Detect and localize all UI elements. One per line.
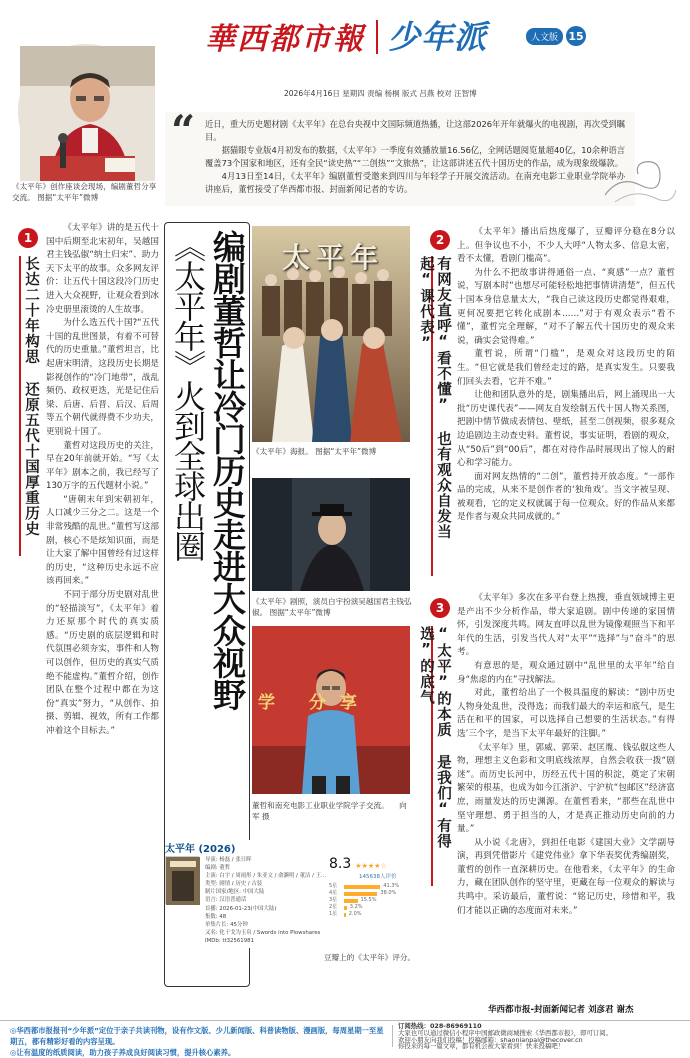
submission-email: 欢迎小朋友向我们投稿！投稿邮箱：shaonianpai@thecover.cn [398, 1035, 583, 1044]
douban-info-line: 单集片长: 45分钟 [205, 921, 248, 928]
section-1-title: 长达二十年构思 还原五代十国厚重历史 [19, 256, 39, 556]
lead-box [165, 106, 635, 206]
lecture-caption-text: 董哲和南充电影工业职业学院学子交流。 [252, 801, 389, 810]
footer-left [10, 1025, 390, 1058]
rating-bar [344, 899, 358, 903]
section-1-paragraph: “唐朝末年到宋朝初年，人口减少三分之二。这是一个非常残酷的乱世。”董哲写这部剧，核心不是炫知识面，而是让大家了解中国曾经有过这样的历史，“这种历史永远不应该再回来。” [46, 494, 159, 587]
douban-header: 太平年 (2026) [165, 844, 236, 855]
section-3-body [457, 592, 675, 1002]
rating-bar [344, 885, 380, 889]
section-3-paragraph: 对此，董哲给出了一个极具温度的解读：“剧中历史人物身处乱世，没得选；而我们最大的幸运和底气，是生活在和平的国家，可以选择自己想要的生活状态。”有得选’三个字，是当下太平年最好的注脚。” [457, 688, 675, 739]
dateline: 2026年4月16日 星期四 责编 杨桐 版式 吕燕 校对 汪智博 [284, 89, 477, 98]
lead-paragraph: 4月13日至14日，《太平年》编剧董哲受邀来到四川与年轻学子开展交流活动。在南充电影工业职业学院举办讲座后，董哲接受了华西都市报、封面新闻记者的专访。 [205, 171, 625, 194]
section-1-paragraph: 不同于部分历史剧对乱世的“轻描淡写”，《太平年》着力还原那个时代的真实质感。“历史剧的底层逻辑和时代氛围必须夯实，事件和人物可以创作，但历史的真实气质绝不能虚构。”董哲介绍，创作团队在整个过程中都在为这份“真实”努力，“从创作、拍摄、剪辑、视效，所有工作都冲着这个目标去。” [46, 590, 159, 736]
section-2-paragraph: 让他和团队意外的是，剧集播出后，网上涌现出一大批“历史课代表”——网友自发绘制五代十国人物关系图，把剧中情节做成表情包、壁纸，甚至二创视频，很多观众边追剧边主动查史料。董哲说，事实证明，看剧的观众，从“50后”到“00后”，都在对待作品时展现出了惊人的耐心和学习能力。 [457, 390, 675, 469]
lead-text [205, 118, 625, 196]
section-1-paragraph: 为什么选五代十国?“五代十国的乱世图景，有着不可替代的历史重量。”董哲坦言，比起唐宋明清，这段历史长期是影视创作的“冷门地带”，战乱频仍、政权更迭，光是记住后梁、后唐、后晋、后汉、后周等五个朝代就得费不少功夫，更别说十国了。 [46, 318, 159, 437]
headline-main: 编剧董哲让冷门历史走进大众视野 [208, 230, 247, 710]
section-2-paragraph: 面对网友热情的“二创”，董哲持开放态度。“一部作品的完成，从来不是创作者的‘独角戏’。当文字被呈现、被观看，它的定义权就属于每一位观众。好的作品从来都是作者与观众共同成就的。” [457, 471, 675, 523]
rating-bar-row [329, 890, 419, 897]
footer-left-line: ◎让有温度的纸质阅读，助力孩子养成良好阅读习惯，提升核心素养。 [10, 1048, 236, 1057]
section-1-body [46, 222, 159, 1007]
section-2-body [457, 226, 675, 586]
douban-caption: 豆瓣上的《太平年》评分。 [324, 953, 416, 962]
douban-info-line: 首播: 2026-01-23(中国大陆) [205, 905, 277, 912]
lead-paragraph: 近日，重大历史题材剧《太平年》在总台央视中文国际频道热播，让这部2026年开年就爆火的电视剧，再次受到瞩目。 [205, 119, 625, 142]
decorative-swirl [600, 140, 680, 210]
page-number: 15 [566, 26, 586, 46]
section-2-paragraph: 为什么不把故事讲得通俗一点、“爽感”一点？董哲说，写剧本时“也想尽可能轻松地把事情讲清楚”，但五代十国本身信息量太大，“我自己读这段历史都觉得艰难，更何况要把它转化成剧本……”对于有观众表示“看不懂”，董哲完全理解，“对不了解五代十国历史的观众来说，确实会觉得难。” [457, 267, 675, 346]
douban-info-line: IMDb: tt32561981 [205, 937, 255, 944]
rating-bar-percent: 41.3% [383, 883, 400, 889]
section-2-title: 有网友直呼“看不懂” 也有观众自发当起“课代表” [431, 256, 451, 576]
lecture-image [252, 626, 410, 794]
section-3-paragraph: 《太平年》多次在多平台登上热搜，垂直领域博主更是产出不少分析作品，带大家追剧。剧中传递的家国情怀，引发深度共鸣。网友直呼以乱世为镜像观照当下和平年代的生活，引发当代人对“太平”“选择”与“奋斗”的思考。 [457, 593, 675, 658]
section-logo: 少年派 [388, 18, 488, 56]
douban-rating-bars [329, 883, 419, 918]
douban-cover [165, 856, 199, 904]
footer-right-line: 大家也可以通过微信小程序中国邮政微商城搜索《华西都市报》，即可订阅。 [398, 1028, 613, 1037]
footer-right [398, 1023, 686, 1050]
poster-title: 太平年 [282, 241, 385, 274]
rating-bar [344, 913, 346, 917]
section-2-paragraph: 《太平年》播出后热度爆了，豆瓣评分稳在8分以上。但争议也不小，不少人大呼“人物太多、信息太密，看不太懂，看剧门槛高”。 [457, 227, 675, 265]
douban-info-line: 又名: 化干戈为玉帛 / Swords into Plowshares [205, 929, 321, 936]
douban-info-line: 制片国家/地区: 中国大陆 [205, 889, 265, 896]
rating-bar-row [329, 883, 419, 890]
footer [0, 1020, 690, 1057]
rating-bar [344, 892, 377, 896]
headline-sub: 《太平年》火到全球出圈 [169, 230, 207, 560]
still-caption: 《太平年》剧照，演员白宇扮演吴越国君主钱弘俶。 图据“太平年”微博 [252, 597, 412, 617]
rating-bar-label: 2星 [329, 904, 338, 910]
section-3-number: 3 [430, 598, 450, 618]
footer-right-line: 你投来的每一篇文章，都有机会被大家看到！快来投稿吧！ [398, 1042, 565, 1051]
rating-bar-label: 4星 [329, 890, 338, 896]
section-1-paragraph: 《太平年》讲的是五代十国中后期至北宋初年，吴越国君主钱弘俶“纳土归宋”、助力天下太平的故事。众多网友评价：让五代十国这段冷门历史进入大众视野，让观众看到冰冷史册里滚烫的人生故事。 [46, 223, 159, 315]
rating-bar [344, 906, 347, 910]
rating-bar-percent: 3.2% [349, 904, 363, 910]
douban-score: 8.3 [329, 856, 352, 872]
rating-bar-label: 5星 [329, 883, 338, 889]
masthead-divider [376, 20, 378, 54]
lecture-backdrop-text: 学 分享 [258, 693, 371, 713]
section-3-paragraph: 《太平年》里，郭威、郭荣、赵匡胤、钱弘俶这些人物，理想主义色彩和文明底线浓厚，自然会收获一拨“剧迷”。而历史长河中，历经五代十国的积淀，奠定了宋朝繁荣的根基，也成为如今江浙沪、宁沪杭“包邮区”经济富庶，雨量发达的历史渊源。在董哲看来，“那些在乱世中坚守理想、勇于担当的人，才是真正推动历史向前的力量。” [457, 742, 675, 835]
poster-caption: 《太平年》海报。 图据“太平年”微博 [252, 447, 377, 456]
rating-bar-percent: 38.0% [380, 890, 397, 896]
section-2-paragraph: 董哲说，所谓“门槛”，是观众对这段历史的陌生。“但它就是我们曾经走过的路，是真实发生。只要我们回头去看，它并不难。” [457, 349, 675, 387]
lecture-credit: 向军 摄 [252, 801, 407, 821]
section-2-number: 2 [430, 230, 450, 250]
rating-bar-percent: 2.0% [348, 911, 362, 917]
section-1-number: 1 [18, 228, 38, 248]
douban-info [205, 856, 327, 945]
edition-badge [526, 26, 586, 46]
speaker-photo-caption: 《太平年》创作座谈会现场，编剧董哲分享交流。 图据“太平年”微博 [12, 182, 157, 202]
rating-bar-row [329, 911, 419, 918]
rating-bar-label: 3星 [329, 897, 338, 903]
douban-info-line: 编剧: 董哲 [205, 865, 231, 872]
quote-mark: “ [171, 106, 196, 155]
lecture-caption [252, 800, 412, 822]
douban-info-line: 集数: 48 [205, 913, 227, 920]
rating-bar-percent: 15.5% [360, 897, 377, 903]
douban-info-line: 类型: 剧情 / 历史 / 古装 [205, 881, 263, 888]
rating-bar-row [329, 904, 419, 911]
douban-info-line: 语言: 汉语普通话 [205, 897, 247, 904]
section-1-paragraph: 董哲对这段历史的关注，早在20年前就开始。“写《太平年》剧本之前，我已经写了130万字的五代题材小说。” [46, 440, 159, 492]
section-3-paragraph: 有意思的是，观众通过剧中“乱世里的太平年”给自身“焦虑的内在”寻找解法。 [457, 660, 675, 685]
section-3-paragraph: 从小说《北唐》，到担任电影《建国大业》文学副导演，再到凭借影片《建党伟业》拿下华表奖优秀编剧奖，董哲的创作一直深耕历史。在他看来，《太平年》的生命力，藏在团队创作的坚守里，更藏在每一位观众的解读与共鸣中。采访最后，董哲说：“铭记历史，珍惜和平，我们才能以正确的态度面对未来。” [457, 837, 675, 916]
edition-label: 人文版 [526, 28, 563, 45]
poster-image [252, 226, 410, 442]
douban-rating [329, 856, 419, 918]
paper-logo: 華西都市報 [205, 22, 365, 57]
footer-divider [392, 1025, 393, 1047]
speaker-photo [18, 44, 153, 179]
douban-info-line: 导演: 杨磊 / 张日晖 [205, 857, 252, 863]
rating-bar-label: 1星 [329, 911, 338, 917]
subscription-hotline: 订阅热线：028-86969110 [398, 1022, 482, 1030]
lead-paragraph: 据猫眼专业版4月初发布的数据，《太平年》一季度有效播放量16.56亿，全网话题阅览量超40亿，10余种语言覆盖73个国家和地区，还有全民“读史热”“二创热”“文旅热”，让这部讲述五代十国历史的作品，成为现象级爆款。 [205, 145, 625, 168]
footer-left-line: ◎华西都市报报刊“少年派”定位于亲子共读刊物，设有作文版、少儿新闻版、科普读物版、漫画版，每周星期一至星期五，都有精彩好看的内容呈现。 [10, 1026, 384, 1046]
still-image [252, 478, 410, 591]
section-3-title: “太平”的本质 是我们“有得选”的底气 [431, 626, 451, 886]
douban-info-line: 主演: 白宇 / 周雨彤 / 朱亚文 / 俞灏明 / 董洁 / 王... [205, 873, 327, 880]
byline: 华西都市报-封面新闻记者 刘彦君 谢杰 [488, 1005, 634, 1015]
douban-stars: ★★★★☆ [355, 862, 387, 870]
rating-bar-row [329, 897, 419, 904]
douban-card [165, 840, 420, 948]
douban-votes: 145638人评价 [359, 874, 397, 880]
